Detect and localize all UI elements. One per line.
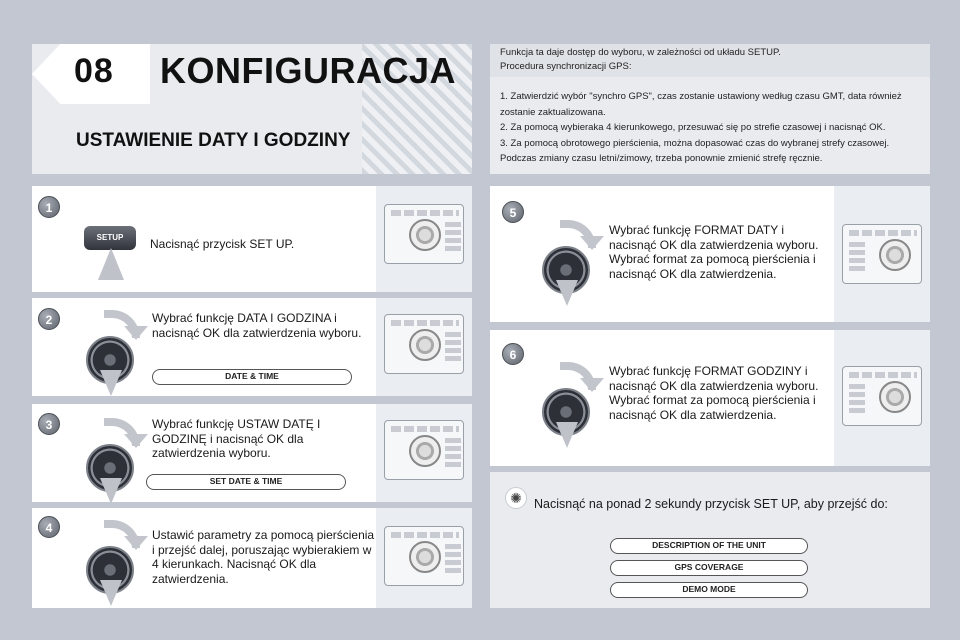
info-step-3: 3. Za pomocą obrotowego pierścienia, można dopasować czas do wybranej strefy czasowej.: [500, 137, 890, 149]
info-intro: [490, 44, 930, 77]
radio-image-area: [376, 298, 472, 396]
step-text-5: Wybrać funkcję FORMAT DATY i nacisnąć OK dla zatwierdzenia wyboru. Wybrać format za pomocą pierścienia i nacisnąć OK dla zatwierdzenia.: [609, 223, 819, 281]
rotary-knob-illustration: [538, 220, 600, 300]
step-badge-6: 6: [502, 343, 524, 365]
radio-image-area: [834, 330, 930, 466]
rotate-arrow-icon: [560, 362, 596, 390]
radio-image-area: [834, 186, 930, 322]
arrow-up-icon: [98, 248, 124, 280]
step-badge-2: 2: [38, 308, 60, 330]
step-text-2: Wybrać funkcję DATA I GODZINA i nacisnąć OK dla zatwierdzenia wyboru.: [152, 311, 362, 340]
rotate-arrow-icon: [104, 310, 140, 338]
step-text-6: Wybrać funkcję FORMAT GODZINY i nacisnąć OK dla zatwierdzenia wyboru. Wybrać format za pomocą pierścienia i nacisnąć OK dla zatwierdzenia.: [609, 364, 819, 422]
chapter-header: [32, 44, 472, 174]
radio-unit-image: [384, 204, 464, 264]
info-steps: [490, 77, 930, 167]
radio-unit-image: [384, 314, 464, 374]
rotate-arrow-icon: [104, 418, 140, 446]
rotary-knob-illustration: [82, 418, 144, 498]
menu-option-description: DESCRIPTION OF THE UNIT: [610, 538, 808, 554]
gps-sync-info: [490, 44, 930, 174]
info-intro-line1: Funkcja ta daje dostęp do wyboru, w zależności od układu SETUP.: [500, 47, 781, 58]
menu-option-set-date-time: SET DATE & TIME: [146, 474, 346, 490]
menu-option-date-time: DATE & TIME: [152, 369, 352, 385]
tip-text: Nacisnąć na ponad 2 sekundy przycisk SET UP, aby przejść do:: [534, 497, 888, 511]
radio-unit-image: [842, 224, 922, 284]
menu-option-demo-mode: DEMO MODE: [610, 582, 808, 598]
info-step-2: 2. Za pomocą wybieraka 4 kierunkowego, przesuwać się po strefie czasowej i nacisnąć OK.: [500, 122, 886, 133]
radio-unit-image: [384, 420, 464, 480]
setup-button-illustration: [78, 222, 142, 282]
step-badge-3: 3: [38, 413, 60, 435]
chapter-title: KONFIGURACJA: [160, 50, 457, 91]
step-badge-4: 4: [38, 516, 60, 538]
radio-image-area: [376, 508, 472, 608]
step-text-4: Ustawić parametry za pomocą pierścienia i przejść dalej, poruszając wybierakiem w 4 kierunkach. Nacisnąć OK dla zatwierdzenia.: [152, 528, 375, 586]
step-text-3: Wybrać funkcję USTAW DATĘ I GODZINĘ i nacisnąć OK dla zatwierdzenia wyboru.: [152, 417, 321, 460]
step-badge-1: 1: [38, 196, 60, 218]
info-intro-line2: Procedura synchronizacji GPS:: [500, 61, 632, 72]
info-note: Podczas zmiany czasu letni/zimowy, trzeba ponownie zmienić strefę ręcznie.: [500, 153, 823, 164]
radio-unit-image: [384, 526, 464, 586]
chapter-number: 08: [74, 52, 114, 90]
radio-image-area: [376, 186, 472, 292]
rotary-knob-illustration: [538, 362, 600, 442]
rotate-arrow-icon: [104, 520, 140, 548]
lightbulb-icon: ✺: [505, 487, 527, 509]
rotary-knob-illustration: [82, 520, 144, 600]
menu-option-gps-coverage: GPS COVERAGE: [610, 560, 808, 576]
setup-button-icon: SETUP: [84, 226, 136, 250]
radio-unit-image: [842, 366, 922, 426]
radio-image-area: [376, 404, 472, 502]
rotate-arrow-icon: [560, 220, 596, 248]
step-text-1: Nacisnąć przycisk SET UP.: [150, 237, 295, 251]
rotary-knob-illustration: [82, 310, 144, 390]
info-step-1: 1. Zatwierdzić wybór "synchro GPS", czas zostanie ustawiony według czasu GMT, data również zostanie zaktualizowana.: [500, 91, 902, 118]
step-badge-5: 5: [502, 201, 524, 223]
section-title: USTAWIENIE DATY I GODZINY: [76, 130, 351, 151]
